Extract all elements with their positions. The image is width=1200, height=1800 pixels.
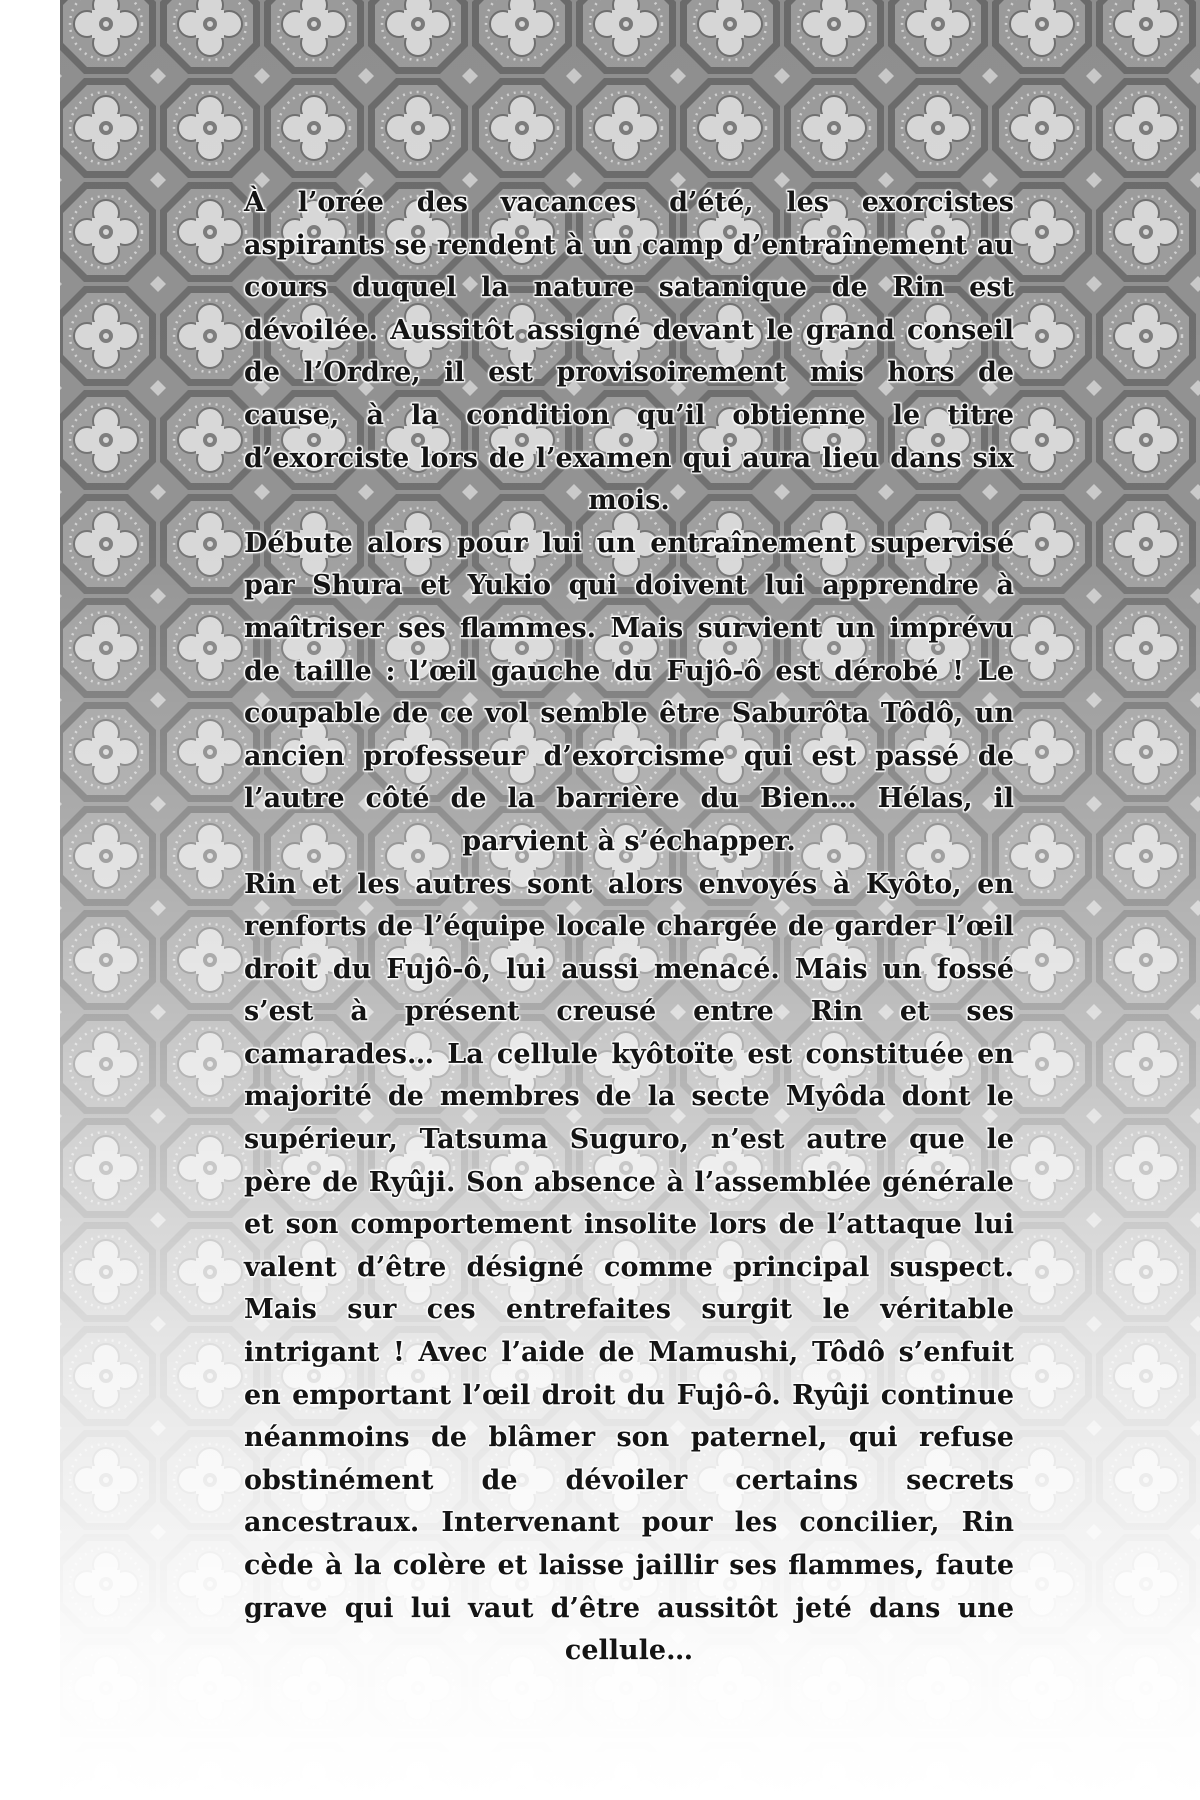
summary-paragraph: Débute alors pour lui un entraînement supervisé par Shura et Yukio qui doivent lui apprendre à maîtriser ses flammes. Mais survient un imprévu de taille : l’œil gauche du Fujô-ô est dérobé ! Le coupable de ce vol semble être Saburôta Tôdô, un ancien professeur d’exorcisme qui est passé de l’autre côté de la barrière du Bien… Hélas, il parvient à s’échapper. — [244, 527, 1014, 857]
summary-paragraph: Rin et les autres sont alors envoyés à Kyôto, en renforts de l’équipe locale chargée de garder l’œil droit du Fujô-ô, lui aussi menacé. Mais un fossé s’est à présent creusé entre Rin et ses camarades… La cellule kyôtoïte est constituée en majorité de membres de la secte Myôda dont le supérieur, Tatsuma Suguro, n’est autre que le père de Ryûji. Son absence à l’assemblée générale et son comportement insolite lors de l’attaque lui valent d’être désigné comme principal suspect. Mais sur ces entrefaites surgit le véritable intrigant ! Avec l’aide de Mamushi, Tôdô s’enfuit en emportant l’œil droit du Fujô-ô. Ryûji continue néanmoins de blâmer son paternel, qui refuse obstinément de dévoiler certains secrets ancestraux. Intervenant pour les concilier, Rin cède à la colère et laisse jaillir ses flammes, faute grave qui lui vaut d’être aussitôt jeté dans une cellule… — [244, 868, 1014, 1667]
summary-paragraph: À l’orée des vacances d’été, les exorcistes aspirants se rendent à un camp d’entraînement au cours duquel la nature satanique de Rin est dévoilée. Aussitôt assigné devant le grand conseil de l’Ordre, il est provisoirement mis hors de cause, à la condition qu’il obtienne le titre d’exorciste lors de l’examen qui aura lieu dans six mois. — [244, 187, 1014, 517]
summary-text — [244, 182, 1014, 1673]
